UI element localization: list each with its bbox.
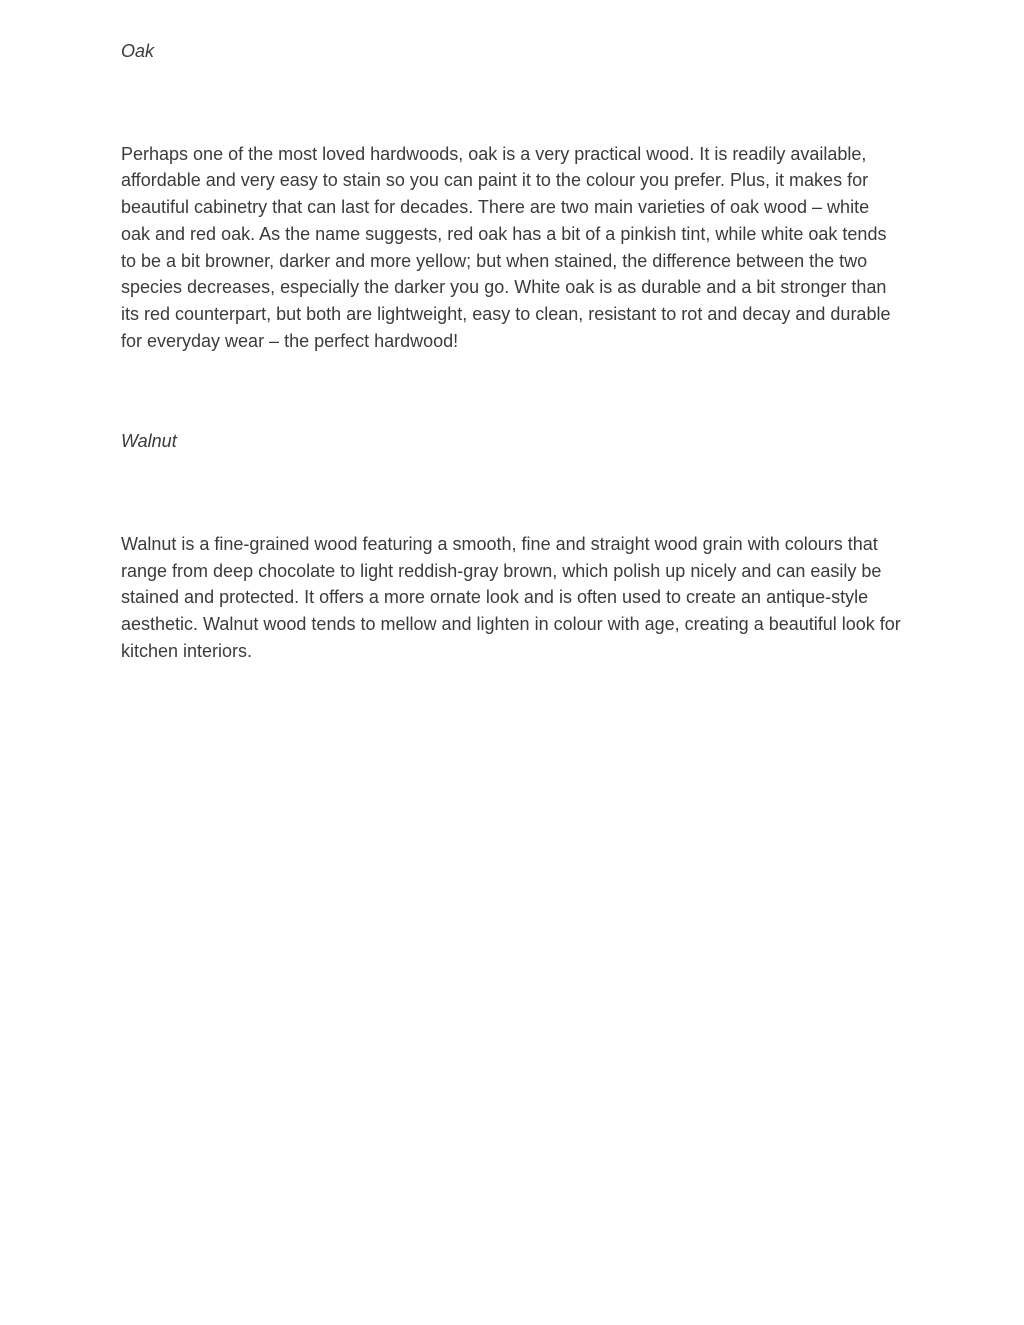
section-heading-oak: Oak <box>121 41 155 61</box>
section-body-oak: Perhaps one of the most loved hardwoods, oak is a very practical wood. It is readily available, affordable and very easy to stain so you can paint it to the colour you prefer. Plus, it makes for beautiful cabinetry that can last for decades. There are two main varieties of oak wood – white oak and red oak. As the name suggests, red oak has a bit of a pinkish tint, while white oak tends to be a bit browner, darker and more yellow; but when stained, the difference between the two species decreases, especially the darker you go. White oak is as durable and a bit stronger than its red counterpart, but both are lightweight, easy to clean, resistant to rot and decay and durable for everyday wear – the perfect hardwood! <box>121 143 891 351</box>
section-heading-walnut: Walnut <box>121 431 177 452</box>
section-body-walnut: Walnut is a fine-grained wood featuring a smooth, fine and straight wood grain with colours that range from deep chocolate to light reddish-gray brown, which polish up nicely and can easily be stained and protected. It offers a more ornate look and is often used to create an antique-style aesthetic. Walnut wood tends to mellow and lighten in colour with age, creating a beautiful look for kitchen interiors. <box>121 534 901 661</box>
